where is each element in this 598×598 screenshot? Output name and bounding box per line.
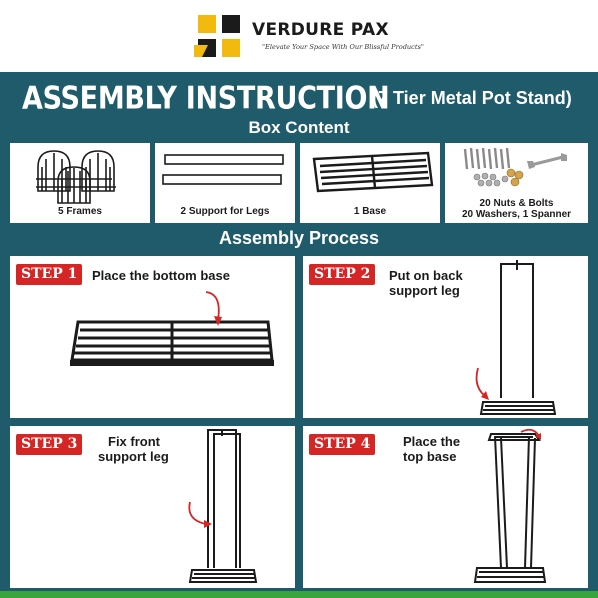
assembly-process-heading: Assembly Process (218, 228, 380, 248)
hardware-illustration (445, 145, 588, 195)
step-2-panel (303, 256, 588, 418)
top-base-illustration (303, 426, 588, 588)
bottom-accent-bar (0, 591, 598, 598)
step-instruction: support leg (389, 283, 460, 298)
step-instruction: Place the bottom base (92, 268, 230, 283)
step-3-panel (10, 426, 295, 588)
header (0, 0, 598, 72)
step-badge: STEP 4 (309, 434, 375, 455)
step-instruction: support leg (98, 449, 169, 464)
step-instruction: Fix front (108, 434, 160, 449)
box-item-frames (10, 143, 150, 223)
base-on-ground-illustration (10, 286, 295, 406)
base-illustration (300, 149, 440, 205)
step-badge: STEP 2 (309, 264, 375, 285)
brand-tagline: "Elevate Your Space With Our Blissful Products" (262, 43, 424, 51)
step-badge: STEP 3 (16, 434, 82, 455)
brand-name: VERDURE PAX (252, 20, 389, 40)
frames-illustration (10, 145, 150, 207)
box-item-label: 20 Washers, 1 Spanner (461, 209, 572, 220)
box-item-hardware (445, 143, 588, 223)
page-subtitle: (7 Tier Metal Pot Stand) (372, 88, 572, 108)
support-legs-illustration (155, 149, 295, 199)
box-item-support-legs (155, 143, 295, 223)
back-leg-illustration (303, 256, 588, 418)
step-1-panel (10, 256, 295, 418)
box-content-heading: Box Content (248, 118, 350, 137)
box-item-label: 5 Frames (58, 206, 102, 217)
page-title: ASSEMBLY INSTRUCTION (22, 81, 390, 117)
verdure-pax-logo (194, 11, 246, 61)
step-badge: STEP 1 (16, 264, 82, 285)
step-instruction: Place the (403, 434, 461, 449)
step-instruction: Put on back (389, 268, 463, 283)
box-item-label: 1 Base (353, 206, 387, 217)
front-leg-illustration (10, 426, 295, 588)
step-4-panel (303, 426, 588, 588)
box-item-label: 2 Support for Legs (180, 206, 270, 217)
box-item-base (300, 143, 440, 223)
step-instruction: top base (403, 449, 457, 464)
box-item-label: 20 Nuts & Bolts (479, 198, 554, 209)
